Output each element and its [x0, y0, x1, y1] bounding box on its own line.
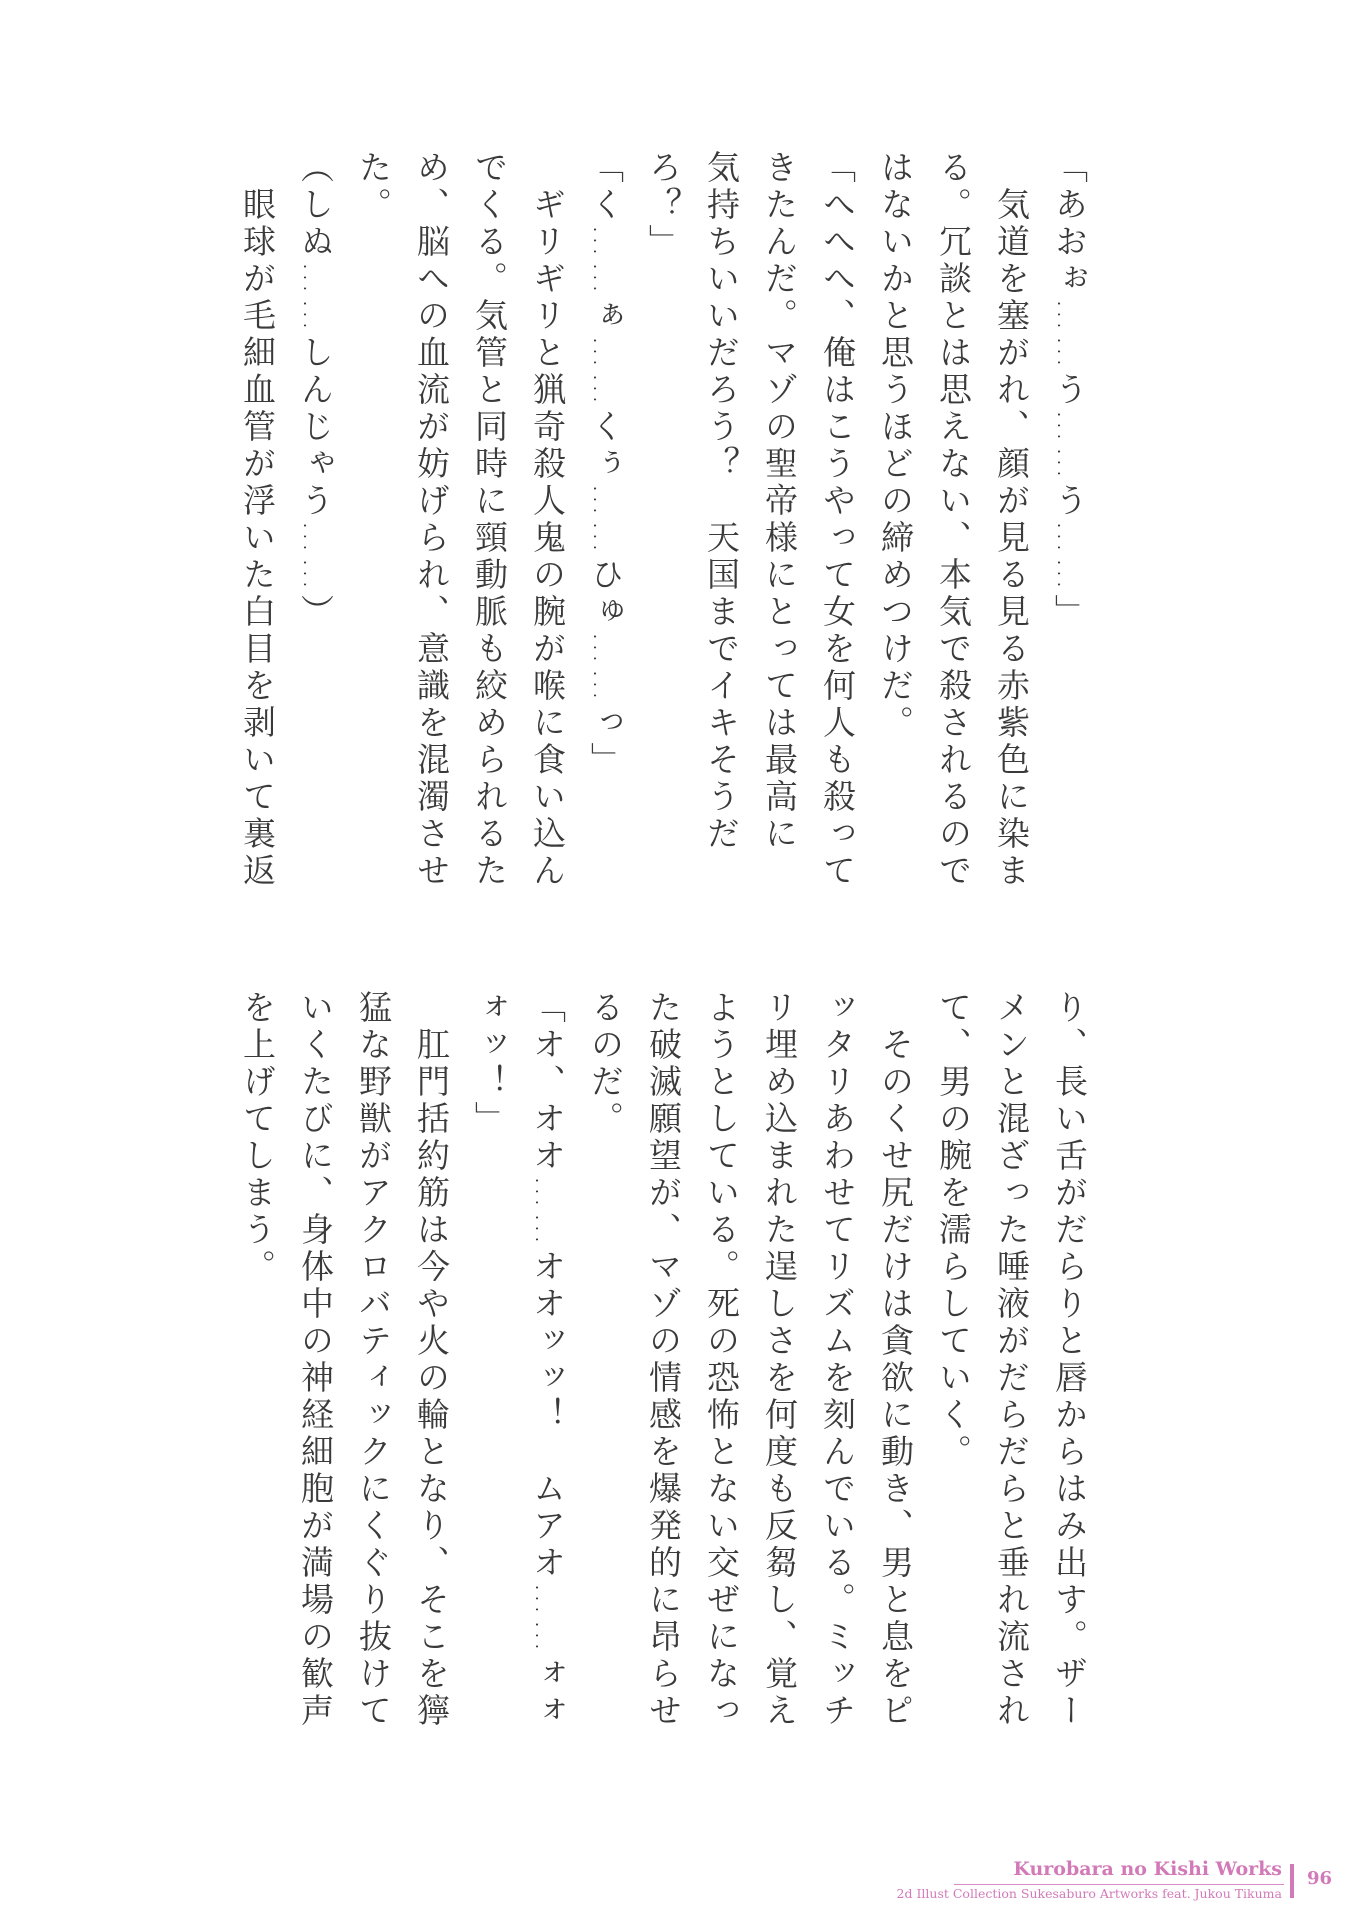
text-column: め、脳への血流が妨げられ、意識を混濁させ	[412, 150, 451, 890]
text-column: いくたびに、身体中の神経細胞が満場の歓声	[296, 990, 335, 1730]
text-column: ッタリあわせてリズムを刻んでいる。ミッチ	[818, 990, 857, 1730]
text-column: ろ？」	[644, 150, 683, 261]
footer-divider	[954, 1884, 1284, 1885]
text-column: 「オ、オオ……オオッッ！ ムアオ……ォォ	[528, 990, 567, 1730]
text-column: を上げてしまう。	[238, 990, 277, 1286]
text-column: そのくせ尻だけは貪欲に動き、男と息をピ	[876, 990, 915, 1730]
text-column: 肛門括約筋は今や火の輪となり、そこを獰	[412, 990, 451, 1730]
page-number: 96	[1307, 1868, 1333, 1889]
text-column: 猛な野獣がアクロバティックにくぐり抜けて	[354, 990, 393, 1730]
text-column: た。	[354, 150, 393, 224]
text-column: り、長い舌がだらりと唇からはみ出す。ザー	[1050, 990, 1089, 1730]
text-column: でくる。気管と同時に頸動脈も絞められるた	[470, 150, 509, 890]
text-column: はないかと思うほどの締めつけだ。	[876, 150, 915, 742]
text-column: る。冗談とは思えない、本気で殺されるので	[934, 150, 973, 890]
text-column: るのだ。	[586, 990, 625, 1138]
footer-title: Kurobara no Kishi Works	[1013, 1858, 1282, 1880]
text-column: ようとしている。死の恐怖とない交ぜになっ	[702, 990, 741, 1730]
text-block-top	[228, 150, 1098, 910]
text-column: 「く……ぁ……くぅ……ひゅ……っ」	[586, 150, 625, 779]
text-column: ォッ！」	[470, 990, 509, 1138]
text-column: 眼球が毛細血管が浮いた白目を剥いて裏返	[238, 150, 277, 890]
text-column: メンと混ざった唾液がだらだらと垂れ流され	[992, 990, 1031, 1730]
text-column: ギリギリと猟奇殺人鬼の腕が喉に食い込ん	[528, 150, 567, 890]
text-column: 気持ちいいだろう？ 天国までイキそうだ	[702, 150, 741, 853]
text-column: た破滅願望が、マゾの情感を爆発的に昂らせ	[644, 990, 683, 1730]
text-column: （しぬ……しんじゃう……）	[296, 150, 335, 631]
text-column: て、男の腕を濡らしていく。	[934, 990, 973, 1471]
text-column: 「へへへ、俺はこうやって女を何人も殺って	[818, 150, 857, 890]
text-column: 「あおぉ……う……う……」	[1050, 150, 1089, 631]
text-column: 気道を塞がれ、顔が見る見る赤紫色に染ま	[992, 150, 1031, 890]
text-column: リ埋め込まれた逞しさを何度も反芻し、覚え	[760, 990, 799, 1730]
footer-bar	[1290, 1864, 1294, 1898]
text-column: きたんだ。マゾの聖帝様にとっては最高に	[760, 150, 799, 853]
footer-subtitle: 2d Illust Collection Sukesaburo Artworks feat. Jukou Tikuma	[896, 1886, 1282, 1901]
text-block-bottom	[228, 990, 1098, 1750]
